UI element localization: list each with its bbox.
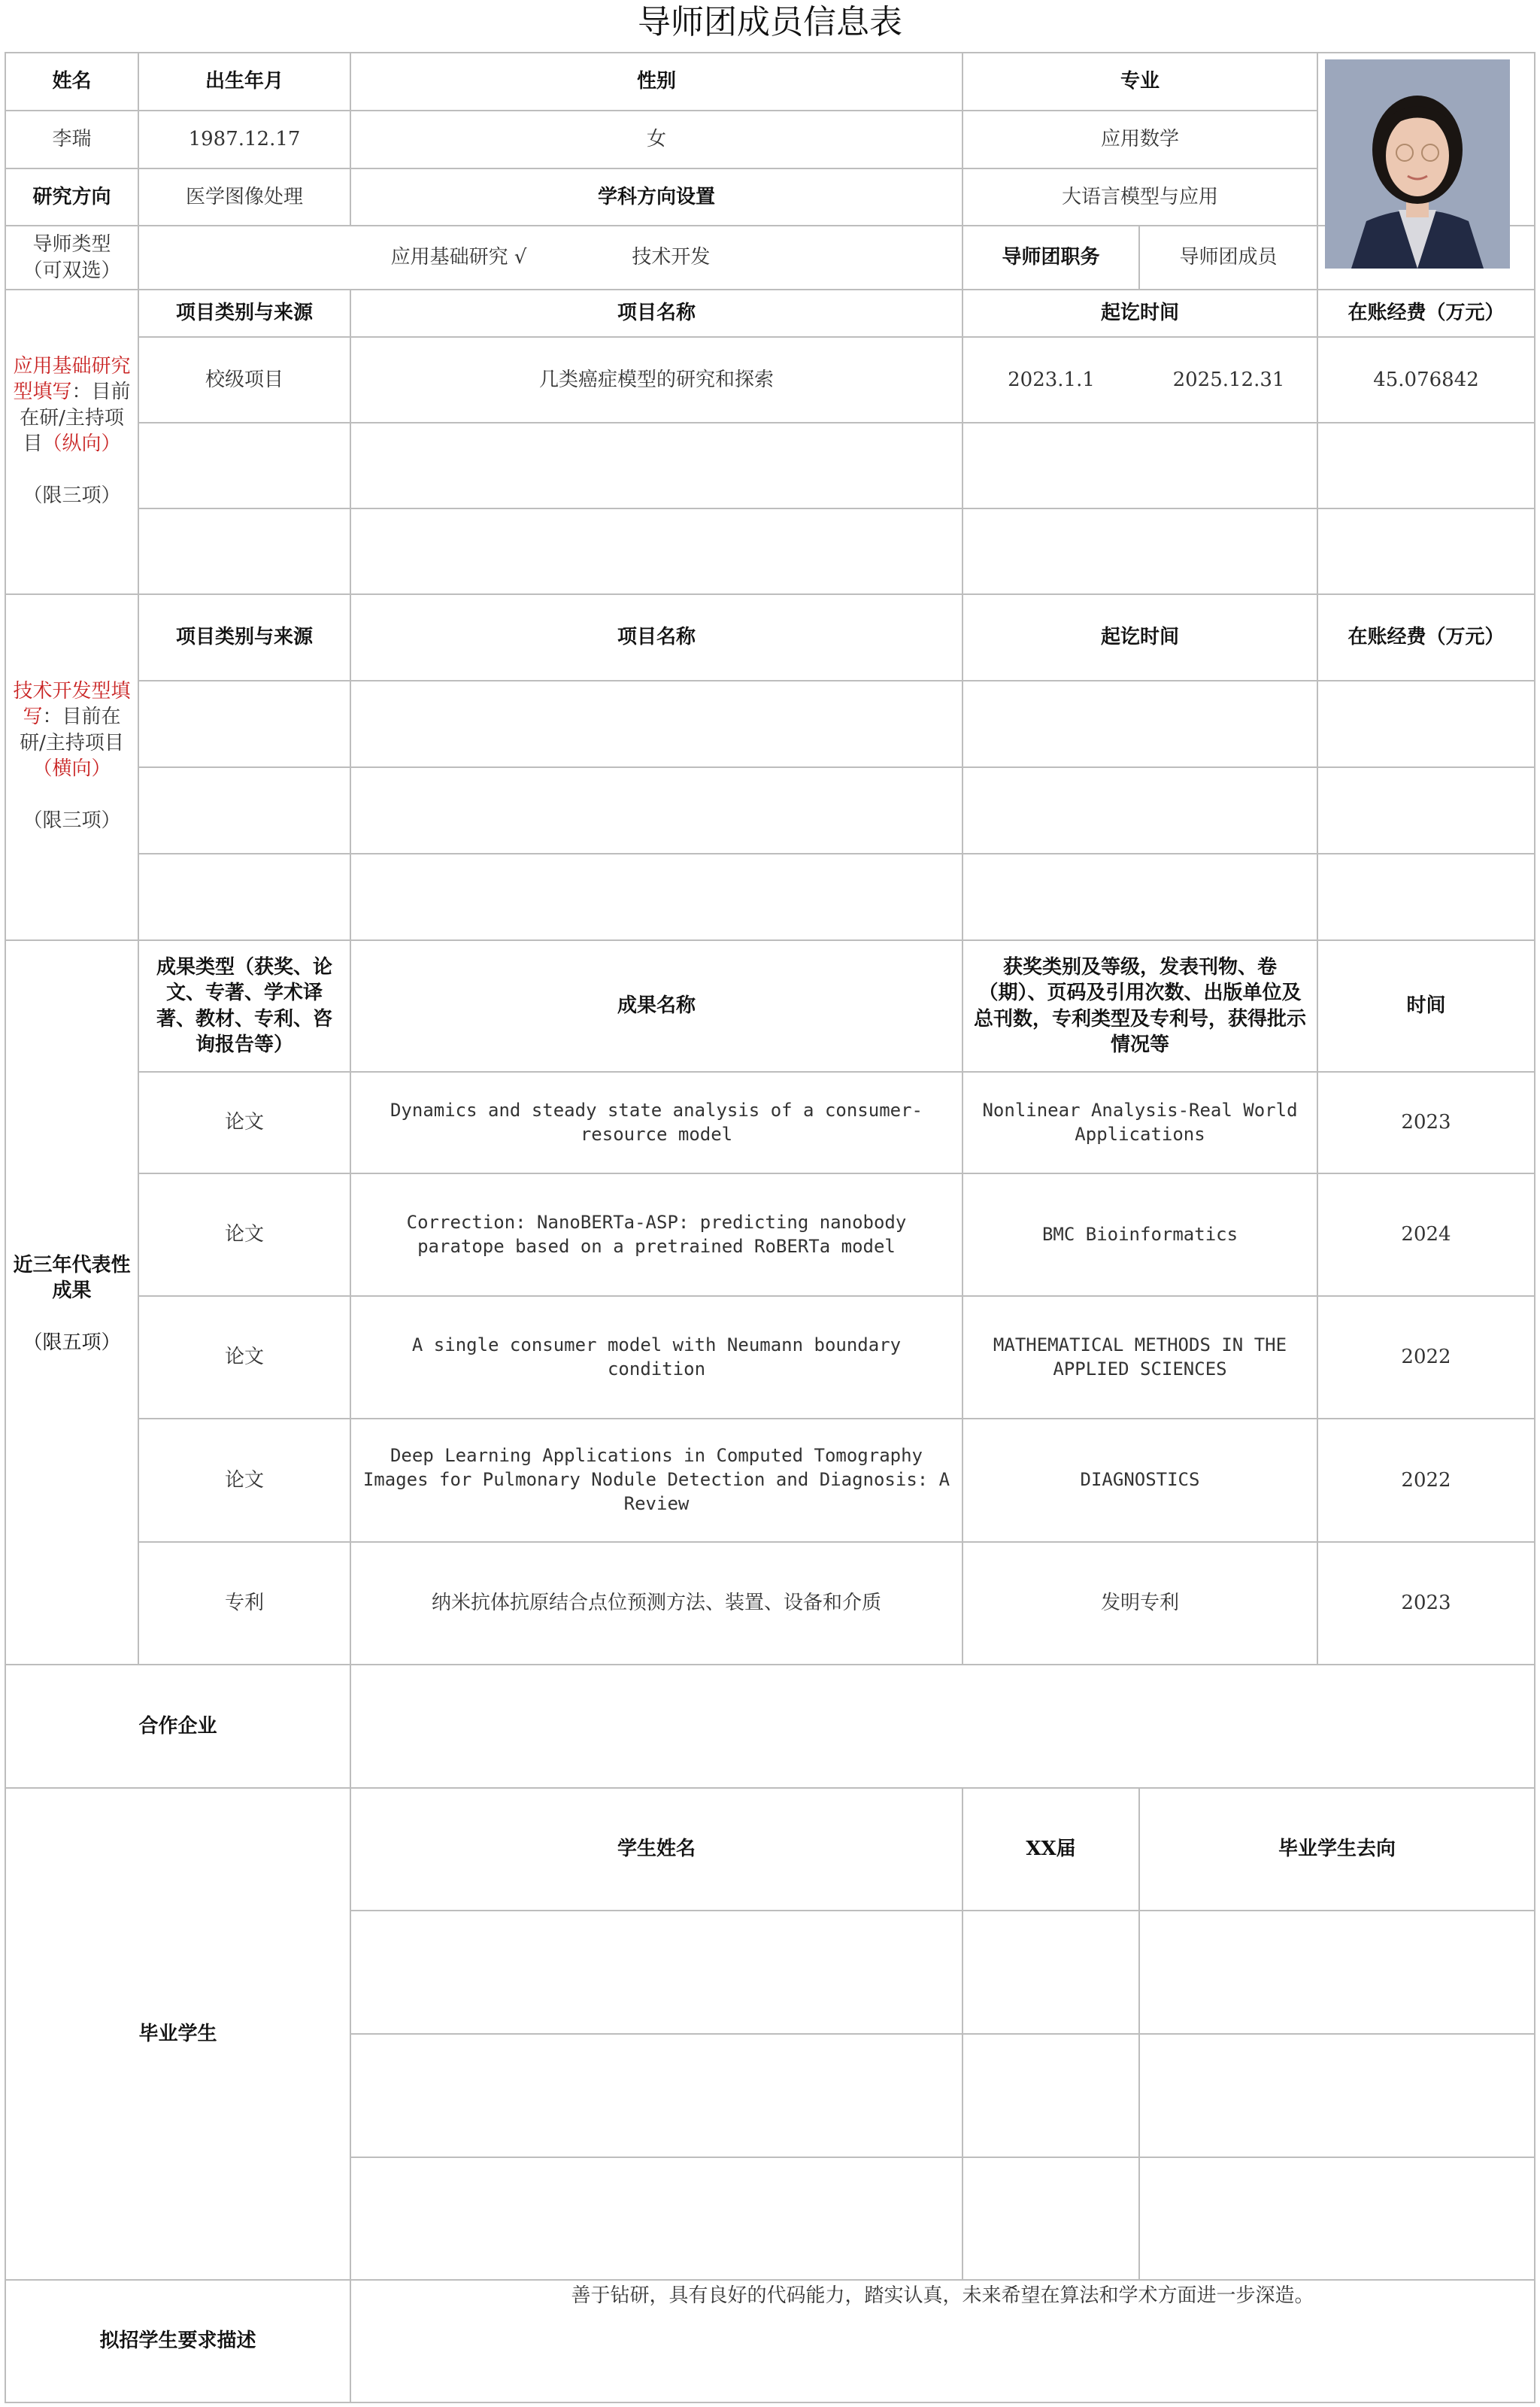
- name-value: 李瑞: [52, 128, 92, 151]
- ach-row-venue: DIAGNOSTICS: [1080, 1469, 1200, 1491]
- tech-header-name: 项目名称: [617, 626, 696, 649]
- ach-header-title: 成果名称: [617, 994, 696, 1018]
- ach-header-venue: 获奖类别及等级，发表刊物、卷（期）、页码及引用次数、出版单位及总刊数，专利类型及专利号，获得批示情况等: [973, 955, 1306, 1056]
- ach-row-type: 论文: [224, 1346, 264, 1369]
- type-option-basic: 应用基础研究 √: [390, 246, 527, 269]
- ach-row-year: 2023: [1401, 1592, 1451, 1615]
- ach-row-type: 论文: [224, 1111, 264, 1134]
- basic-row-end: 2025.12.31: [1172, 368, 1285, 391]
- ach-row-venue: 发明专利: [1100, 1592, 1179, 1615]
- portrait-photo: [1325, 59, 1510, 269]
- ach-row-year: 2024: [1401, 1223, 1451, 1246]
- tech-header-period: 起讫时间: [1100, 626, 1179, 649]
- discipline-label: 学科方向设置: [597, 185, 715, 208]
- gender-label: 性别: [636, 70, 676, 93]
- ach-row-venue: MATHEMATICAL METHODS IN THE APPLIED SCIENCES: [993, 1334, 1287, 1380]
- tech-header-funds: 在账经费（万元）: [1348, 626, 1505, 649]
- role-label: 导师团职务: [1002, 246, 1100, 269]
- ach-row-title: 纳米抗体抗原结合点位预测方法、装置、设备和介质: [431, 1592, 881, 1615]
- mentor-type-options: [138, 226, 962, 290]
- birth-label: 出生年月: [205, 70, 283, 93]
- graduates-header-class: XX届: [1026, 1838, 1076, 1861]
- ach-row-venue: BMC Bioinformatics: [1041, 1223, 1238, 1245]
- requirements-label: 拟招学生要求描述: [99, 2330, 256, 2353]
- type-option-tech: 技术开发: [632, 246, 711, 269]
- birth-value: 1987.12.17: [188, 128, 301, 151]
- basic-header-period: 起讫时间: [1100, 302, 1179, 325]
- ach-header-type: 成果类型（获奖、论文、专著、学术译著、教材、专利、咨询报告等）: [156, 955, 332, 1056]
- tech-projects-label: 技术开发型填写：目前在研/主持项目（横向） （限三项）: [13, 680, 131, 832]
- basic-header-name: 项目名称: [617, 302, 696, 325]
- ach-row-title: A single consumer model with Neumann boundary condition: [411, 1334, 902, 1380]
- graduates-header-name: 学生姓名: [617, 1838, 696, 1861]
- major-value: 应用数学: [1100, 128, 1179, 151]
- graduates-header-destination: 毕业学生去向: [1278, 1838, 1396, 1861]
- page-title: 导师团成员信息表: [638, 3, 902, 41]
- ach-row-type: 论文: [224, 1468, 264, 1492]
- ach-row-title: Dynamics and steady state analysis of a consumer-resource model: [390, 1099, 923, 1145]
- ach-row-title: Deep Learning Applications in Computed Tomography Images for Pulmonary Nodule Detection and Diagnosis: A Review: [362, 1445, 950, 1514]
- basic-header-funds: 在账经费（万元）: [1348, 302, 1505, 325]
- achievements-label: 近三年代表性成果 （限五项）: [13, 1254, 131, 1354]
- graduates-label: 毕业学生: [138, 2022, 217, 2045]
- basic-row-funds: 45.076842: [1373, 368, 1479, 391]
- basic-row-source: 校级项目: [205, 368, 283, 391]
- discipline-value: 大语言模型与应用: [1061, 185, 1218, 208]
- ach-row-year: 2022: [1401, 1346, 1451, 1369]
- basic-row-name: 几类癌症模型的研究和探索: [538, 368, 774, 391]
- major-label: 专业: [1120, 70, 1160, 93]
- name-label: 姓名: [52, 70, 92, 93]
- partner-label: 合作企业: [138, 1714, 217, 1738]
- mentor-type-label: 导师类型 （可双选）: [23, 233, 121, 282]
- ach-row-year: 2022: [1401, 1468, 1451, 1492]
- ach-row-year: 2023: [1401, 1111, 1451, 1134]
- research-label: 研究方向: [32, 185, 111, 208]
- basic-projects-label: 应用基础研究型填写：目前在研/主持项目（纵向） （限三项）: [13, 355, 131, 507]
- tech-header-source: 项目类别与来源: [175, 626, 313, 649]
- ach-header-year: 时间: [1406, 994, 1446, 1018]
- basic-header-source: 项目类别与来源: [175, 302, 313, 325]
- ach-row-type: 论文: [224, 1223, 264, 1246]
- gender-value: 女: [646, 128, 666, 151]
- requirements-text: 善于钻研，具有良好的代码能力，踏实认真，未来希望在算法和学术方面进一步深造。: [571, 2284, 1314, 2307]
- research-value: 医学图像处理: [185, 185, 303, 208]
- ach-row-title: Correction: NanoBERTa-ASP: predicting nanobody paratope based on a pretrained RoBERTa model: [406, 1211, 907, 1257]
- role-value: 导师团成员: [1179, 246, 1278, 269]
- ach-row-venue: Nonlinear Analysis-Real World Applications: [982, 1099, 1298, 1145]
- ach-row-type: 专利: [224, 1592, 264, 1615]
- basic-row-start: 2023.1.1: [1008, 368, 1095, 391]
